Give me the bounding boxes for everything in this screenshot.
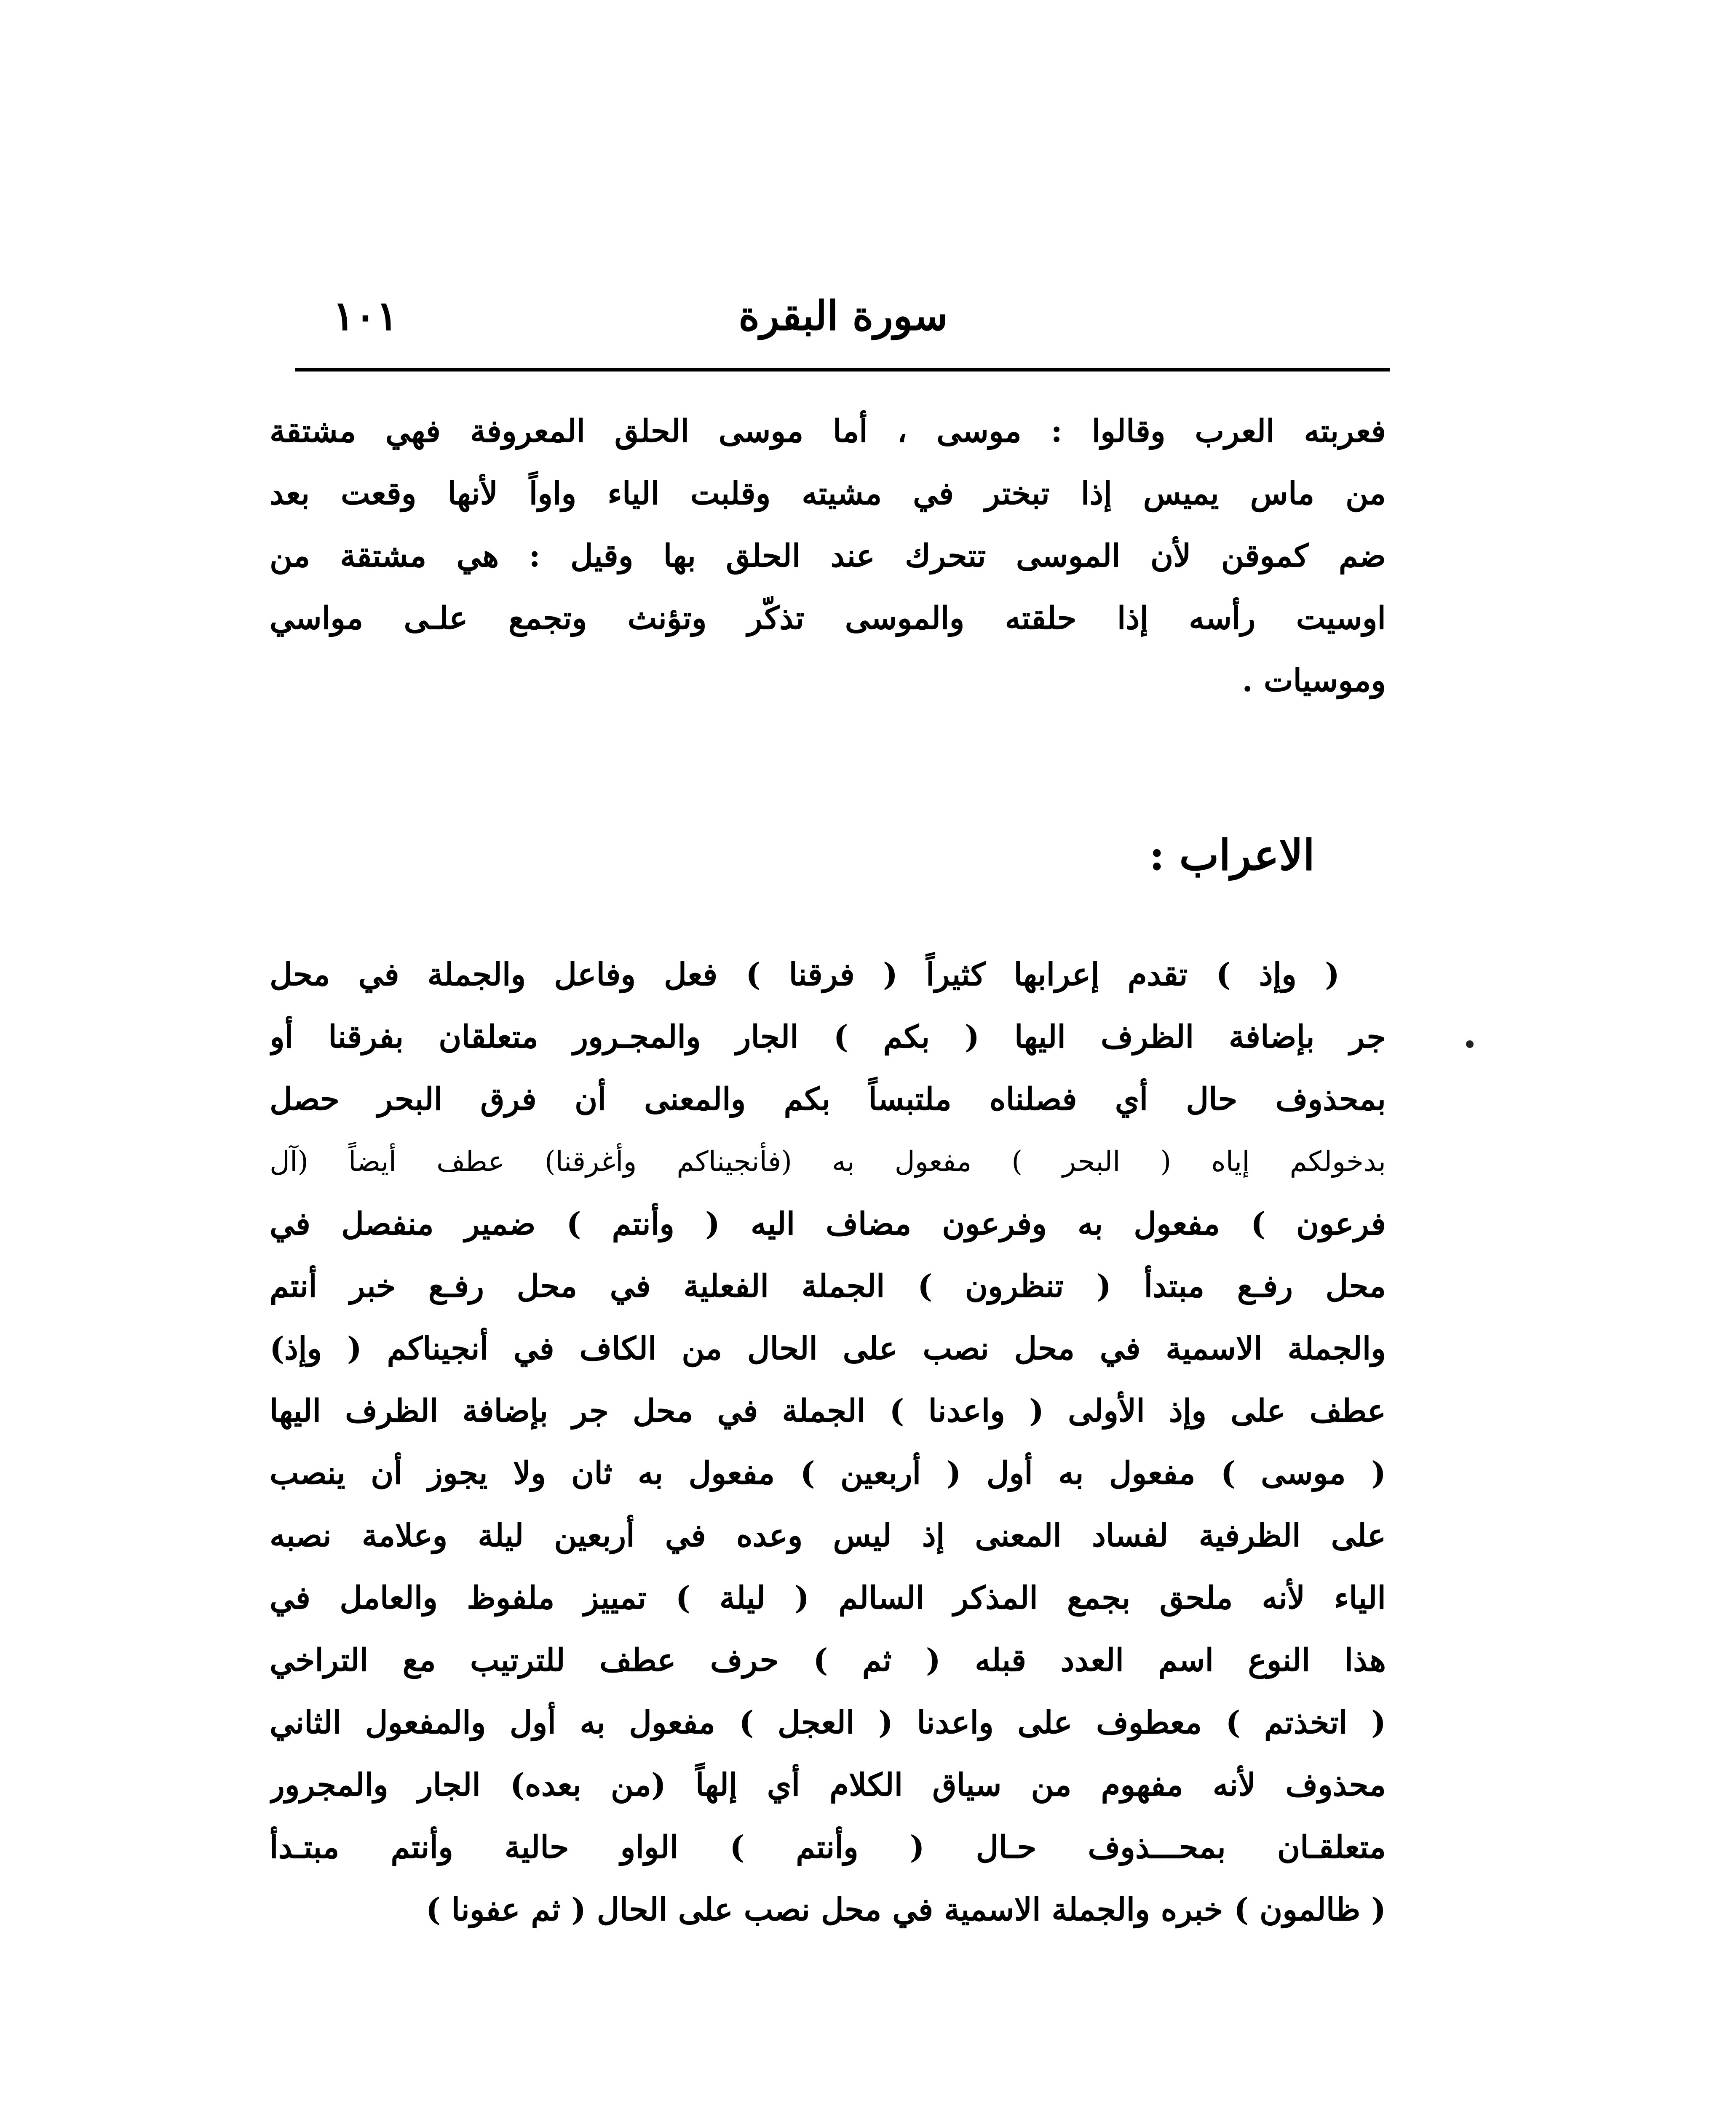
text-line: والجملة الاسمية في محل نصب على الحال من الكاف في أنجيناكم ( وإذ) <box>270 1331 1386 1367</box>
text-line: الياء لأنه ملحق بجمع المذكر السالم ( ليلة ) تمييز ملفوظ والعامل في <box>270 1580 1386 1616</box>
text-line: محذوف لأنه مفهوم من سياق الكلام أي إلهاً (من بعده) الجار والمجرور <box>270 1767 1386 1803</box>
text-line: جر بإضافة الظرف اليها ( بكم ) الجار والمجـرور متعلقان بفرقنا أو <box>270 1019 1386 1055</box>
text-line: فعربته العرب وقالوا : موسى ، أما موسى الحلق المعروفة فهي مشتقة <box>270 413 1386 449</box>
text-line: عطف على وإذ الأولى ( واعدنا ) الجملة في محل جر بإضافة الظرف اليها <box>270 1393 1386 1429</box>
scan-speck <box>1466 1040 1474 1048</box>
section-heading: الاعراب : <box>1149 830 1315 880</box>
text-line: ( موسى ) مفعول به أول ( أربعين ) مفعول به ثان ولا يجوز أن ينصب <box>270 1455 1386 1491</box>
text-line: فرعون ) مفعول به وفرعون مضاف اليه ( وأنتم ) ضمير منفصل في <box>270 1206 1386 1242</box>
text-line: بدخولكم إياه ( البحر ) مفعول به (فأنجيناكم وأغرقنا) عطف أيضاً (آل <box>270 1145 1386 1178</box>
running-title: سورة البقرة <box>738 292 948 339</box>
text-line: من ماس يميس إذا تبختر في مشيته وقلبت الياء واواً لأنها وقعت بعد <box>270 476 1386 512</box>
text-line: بمحذوف حال أي فصلناه ملتبساً بكم والمعنى أن فرق البحر حصل <box>270 1081 1386 1117</box>
text-line: محل رفـع مبتدأ ( تنظرون ) الجملة الفعلية في محل رفـع خبر أنتم <box>270 1268 1386 1304</box>
header-rule <box>295 368 1390 371</box>
text-line: ضم كموقن لأن الموسى تتحرك عند الحلق بها وقيل : هي مشتقة من <box>270 538 1386 574</box>
text-line: متعلقـان بمحـــذوف حـال ( وأنتم ) الواو حالية وأنتم مبتـدأ <box>270 1829 1386 1865</box>
text-line: ( ظالمون ) خبره والجملة الاسمية في محل نصب على الحال ( ثم عفونا ) <box>425 1892 1386 1928</box>
text-line: على الظرفية لفساد المعنى إذ ليس وعده في أربعين ليلة وعلامة نصبه <box>270 1518 1386 1554</box>
page-header <box>295 274 1390 358</box>
text-line: ( اتخذتم ) معطوف على واعدنا ( العجل ) مفعول به أول والمفعول الثاني <box>270 1705 1386 1741</box>
intro-paragraph <box>270 400 1386 712</box>
page-number: ١٠١ <box>333 292 398 339</box>
irab-paragraph <box>270 943 1386 1941</box>
text-line: هذا النوع اسم العدد قبله ( ثم ) حرف عطف للترتيب مع التراخي <box>270 1642 1386 1678</box>
text-line: ( وإذ ) تقدم إعرابها كثيراً ( فرقنا ) فعل وفاعل والجملة في محل <box>270 957 1340 993</box>
text-line: اوسيت رأسه إذا حلقته والموسى تذكّر وتؤنث وتجمع علـى مواسي <box>270 600 1386 636</box>
text-line: وموسيات . <box>1242 663 1386 699</box>
